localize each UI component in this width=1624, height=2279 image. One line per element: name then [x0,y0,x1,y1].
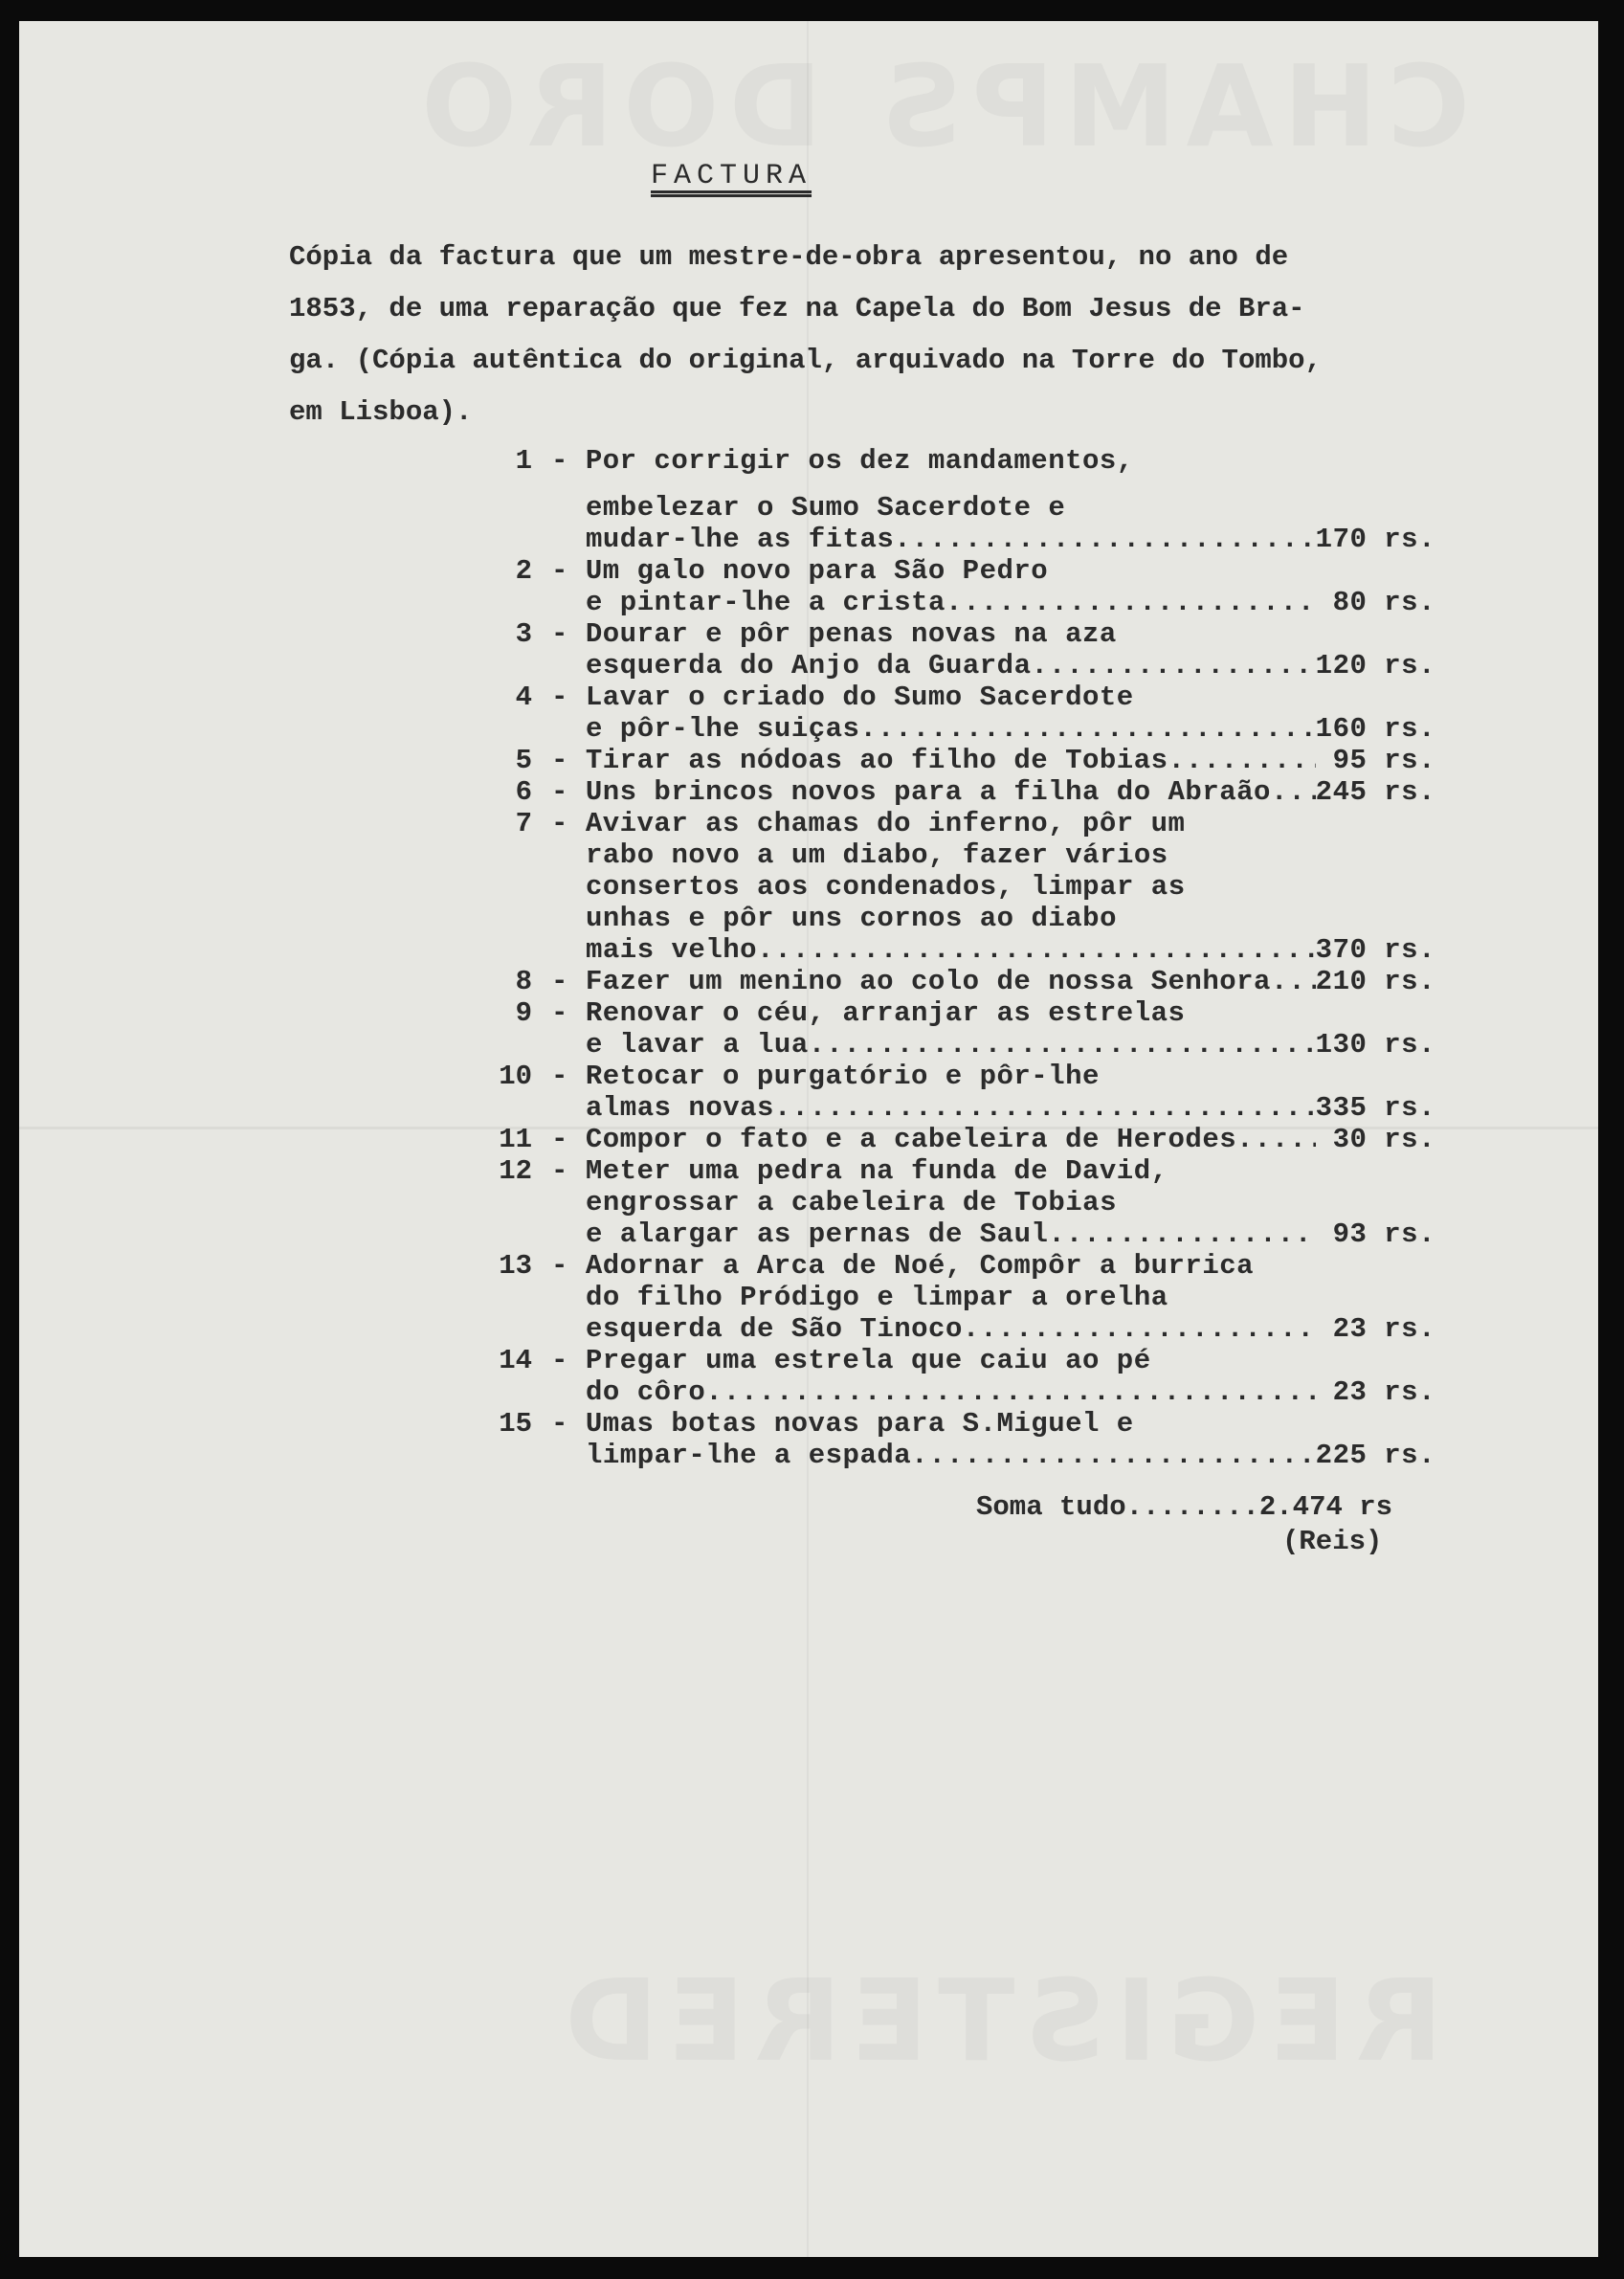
total-value: 2.474 rs [1258,1491,1393,1523]
item-amount-line [586,1124,1435,1155]
item-description-line: - Pregar uma estrela que caiu ao pé [586,1345,1464,1376]
invoice-item [478,808,1464,966]
dot-leader [809,1029,1316,1061]
item-amount: 30 rs. [1315,1124,1435,1155]
item-description-line: - Renovar o céu, arranjar as estrelas [586,997,1464,1029]
item-number: 11 [499,1124,532,1155]
item-description-line: e alargar as pernas de Saul [586,1218,1049,1250]
item-number: 7 [515,808,532,839]
dot-leader [894,524,1315,555]
item-description-line: esquerda de São Tinoco [586,1313,963,1345]
item-description-line: e pintar-lhe a crista [586,587,945,618]
item-number: 3 [515,618,532,650]
item-amount-line [586,650,1435,681]
item-amount: 130 rs. [1315,1029,1435,1061]
item-amount: 160 rs. [1315,713,1435,745]
item-amount: 210 rs. [1315,966,1435,997]
item-amount-line [586,587,1435,618]
item-amount: 95 rs. [1315,745,1435,776]
invoice-item [478,1345,1464,1408]
dot-leader [705,1376,1315,1408]
invoice-item [478,681,1464,745]
item-description-line: - Umas botas novas para S.Miguel e [586,1408,1464,1440]
item-amount: 120 rs. [1315,650,1435,681]
dot-leader [1271,966,1316,997]
item-amount: 245 rs. [1315,776,1435,808]
dot-leader [774,1092,1316,1124]
item-description-line: - Adornar a Arca de Noé, Compôr a burrica [586,1250,1464,1282]
item-amount-line [586,1029,1435,1061]
item-description-line: e lavar a lua [586,1029,809,1061]
item-number: 6 [515,776,532,808]
item-amount: 170 rs. [1315,524,1435,555]
invoice-item [478,1124,1464,1155]
item-description-line: - Dourar e pôr penas novas na aza [586,618,1464,650]
item-amount-line [586,934,1435,966]
item-description-line: - Fazer um menino ao colo de nossa Senhora [585,966,1271,997]
item-amount-line [586,1440,1435,1471]
invoice-item [478,776,1464,808]
item-amount: 80 rs. [1315,587,1435,618]
intro-line: em Lisboa). [289,396,473,428]
dot-leader [1236,1124,1316,1155]
invoice-item [478,445,1464,555]
item-amount-line [586,1313,1435,1345]
item-description-line: - Meter uma pedra na funda de David, [586,1155,1464,1187]
item-description-line: - Lavar o criado do Sumo Sacerdote [586,681,1464,713]
item-description-line: mais velho [586,934,758,966]
item-description-line: unhas e pôr uns cornos ao diabo [586,903,1117,934]
item-description-line: limpar-lhe a espada [586,1440,912,1471]
document-title: FACTURA [651,160,812,192]
item-amount-line [586,1218,1435,1250]
invoice-items [478,445,1464,1471]
item-description-line: - Avivar as chamas do inferno, pôr um [586,808,1464,839]
item-number: 2 [515,555,532,587]
item-amount-line [586,713,1435,745]
item-description-line: - Um galo novo para São Pedro [586,555,1464,587]
watermark-bottom [555,1955,1443,2087]
item-description-line: mudar-lhe as fitas [586,524,895,555]
intro-line: ga. (Cópia autêntica do original, arquivado na Torre do Tombo, [289,345,1322,376]
watermark-top [412,40,1470,172]
item-description-line: - Uns brincos novos para a filha do Abraão [585,776,1271,808]
item-description-line: - Por corrigir os dez mandamentos, [586,445,1464,477]
item-description-line: do filho Pródigo e limpar a orelha [586,1282,1168,1313]
dot-leader [1031,650,1315,681]
item-amount-line [586,776,1435,808]
item-description-line: e pôr-lhe suiças [586,713,860,745]
total-unit: (Reis) [1282,1526,1383,1557]
item-number: 5 [515,745,532,776]
item-number: 14 [499,1345,532,1376]
item-description-line: engrossar a cabeleira de Tobias [586,1187,1117,1218]
item-description-line: - Tirar as nódoas ao filho de Tobias [585,745,1168,776]
item-amount-line [586,1092,1435,1124]
intro-line: Cópia da factura que um mestre-de-obra apresentou, no ano de [289,241,1289,273]
intro-line: 1853, de uma reparação que fez na Capela do Bom Jesus de Bra- [289,293,1305,324]
invoice-item [478,555,1464,618]
item-number: 10 [499,1061,532,1092]
item-description-line: do côro [586,1376,706,1408]
dot-leader [945,587,1316,618]
item-description-line: consertos aos condenados, limpar as [586,871,1186,903]
invoice-item [478,618,1464,681]
invoice-item [478,966,1464,997]
item-number: 12 [499,1155,532,1187]
invoice-item [478,997,1464,1061]
item-amount: 370 rs. [1315,934,1435,966]
invoice-item [478,1061,1464,1124]
intro-paragraph [289,232,1437,438]
item-amount: 23 rs. [1315,1313,1435,1345]
dot-leader [911,1440,1316,1471]
item-number: 15 [499,1408,532,1440]
dot-leader [963,1313,1316,1345]
dot-leader [1271,776,1316,808]
item-number: 1 [515,445,532,477]
item-description-line: almas novas [586,1092,774,1124]
item-amount-line [586,1376,1435,1408]
document-page [19,21,1598,2257]
invoice-total [976,1491,1392,1523]
item-number: 13 [499,1250,532,1282]
item-amount-line [586,745,1435,776]
item-amount: 93 rs. [1315,1218,1435,1250]
dot-leader [757,934,1316,966]
item-number: 9 [515,997,532,1029]
invoice-item [478,1250,1464,1345]
invoice-item [478,745,1464,776]
item-description-line: - Compor o fato e a cabeleira de Herodes [585,1124,1237,1155]
dot-leader [859,713,1315,745]
item-description-line: rabo novo a um diabo, fazer vários [586,839,1168,871]
item-description-line: esquerda do Anjo da Guarda [586,650,1032,681]
item-description-line: embelezar o Sumo Sacerdote e [586,492,1066,524]
item-number: 8 [515,966,532,997]
dot-leader [1168,745,1316,776]
item-amount: 335 rs. [1315,1092,1435,1124]
invoice-item [478,1155,1464,1250]
total-label: Soma tudo........ [976,1491,1259,1523]
item-amount: 23 rs. [1315,1376,1435,1408]
item-description-line: - Retocar o purgatório e pôr-lhe [586,1061,1464,1092]
invoice-item [478,1408,1464,1471]
item-amount-line [586,524,1435,555]
dot-leader [1048,1218,1315,1250]
item-amount-line [586,966,1435,997]
item-amount: 225 rs. [1315,1440,1435,1471]
item-number: 4 [515,681,532,713]
